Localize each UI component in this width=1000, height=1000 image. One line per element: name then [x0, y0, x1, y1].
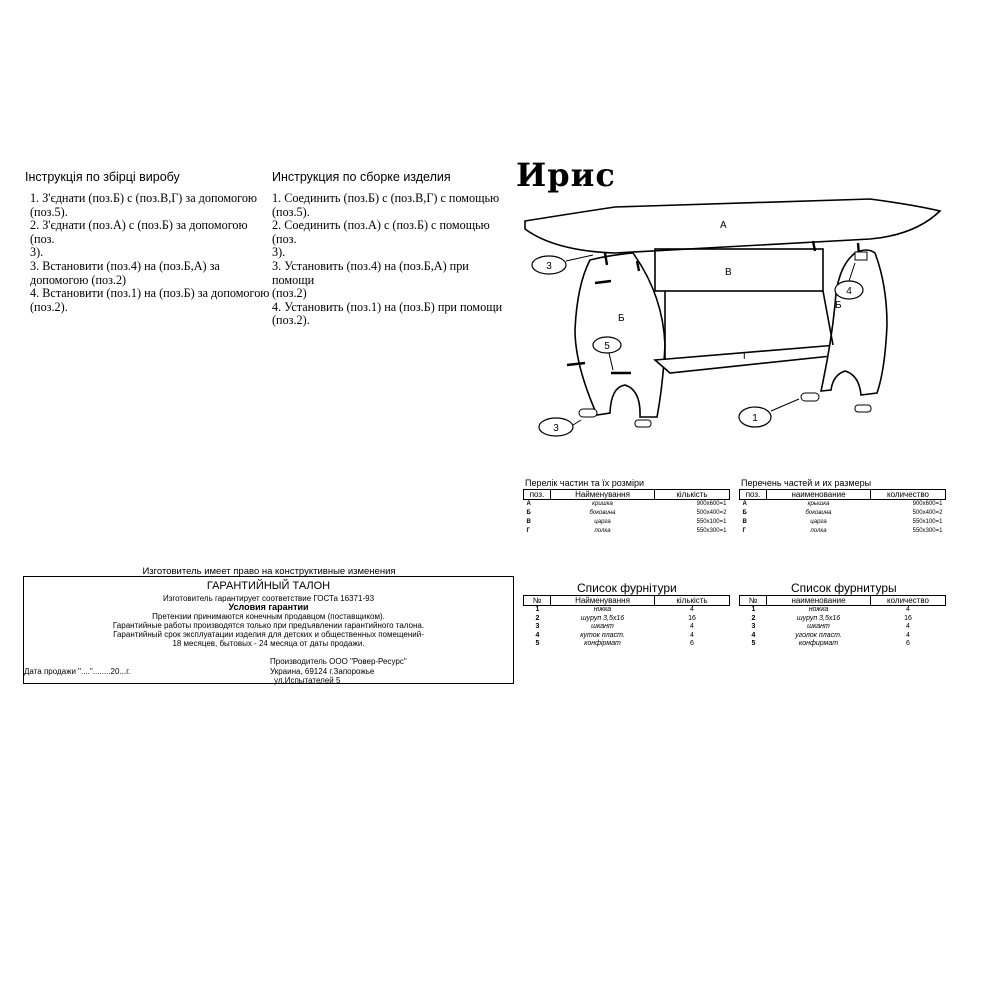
- address-line-2: ул.Испытателей 5: [274, 676, 341, 685]
- cell-pos: Г: [526, 528, 530, 534]
- cell-qty: 4: [690, 631, 694, 639]
- instruction-line: 1. Соединить (поз.Б) с (поз.В,Г) с помощью: [272, 191, 500, 205]
- part-b-left-side: [575, 253, 665, 417]
- instruction-line: (поз.2).: [272, 313, 310, 328]
- manufacturer-notice: Изготовитель имеет право на конструктивные изменения: [142, 566, 396, 577]
- col-pos: поз.: [524, 490, 551, 500]
- cell-pos: А: [742, 501, 747, 507]
- assembly-diagram: [515, 195, 945, 445]
- instruction-line: 3. Установить (поз.4) на (поз.Б,А) при помощи: [272, 258, 469, 287]
- cell-name: уголок пласт.: [795, 631, 842, 639]
- cell-name: ножка: [808, 606, 829, 613]
- table-row: [524, 518, 730, 527]
- label-b-left: Б: [618, 313, 625, 324]
- cell-name: конфирмат: [798, 640, 839, 647]
- conditions-title: Условия гарантии: [228, 602, 309, 612]
- col-name: Найменування: [551, 490, 655, 500]
- instruction-line: 1. З'єднати (поз.Б) с (поз.В,Г) за допомогою: [30, 191, 258, 205]
- callout-3-top: 3: [546, 261, 552, 272]
- cell-qty: 16: [688, 614, 696, 622]
- address-line-1: Украина, 69124 г.Запорожье: [270, 667, 375, 676]
- label-v: В: [725, 267, 732, 278]
- cell-name: шуруп 3,5х16: [796, 614, 841, 622]
- table-row: [524, 632, 730, 641]
- col-name: наименование: [767, 490, 871, 500]
- cell-name: конфірмат: [584, 640, 621, 647]
- cell-pos: 2: [535, 614, 540, 622]
- instruction-line: 3).: [30, 245, 44, 260]
- condition-line: Гарантийный срок эксплуатации изделия для детских и общественных помещений-: [113, 630, 424, 639]
- cell-name: шкант: [807, 623, 830, 630]
- cell-pos: 3: [535, 623, 540, 630]
- table-row: [524, 606, 730, 615]
- cell-pos: 3: [751, 623, 756, 630]
- uk-instructions-list: [30, 192, 270, 314]
- cell-qty: 550х100=1: [696, 519, 727, 525]
- cell-name: царга: [594, 519, 611, 525]
- cell-qty: 900х600=1: [696, 501, 727, 507]
- table-row: [524, 615, 730, 624]
- callout-3-bottom: 3: [553, 423, 559, 434]
- table-row: [740, 606, 946, 615]
- cell-pos: 1: [535, 606, 540, 613]
- cell-pos: 5: [751, 640, 756, 647]
- col-qty: количество: [871, 490, 946, 500]
- instruction-line: 4. Встановити (поз.1) на (поз.Б) за допомогою: [30, 286, 270, 301]
- condition-line: Гарантийные работы производятся только при предъявлении гарантийного талона.: [112, 621, 425, 630]
- ru-instructions-list: [272, 192, 512, 328]
- callout-4: 4: [846, 286, 852, 297]
- parts-uk-caption: Перелік частин та їх розміри: [525, 478, 644, 488]
- table-row: [524, 500, 730, 510]
- table-row: [740, 509, 946, 518]
- label-b-right: Б: [835, 300, 842, 311]
- condition-line: Претензии принимаются конечным продавцом (поставщиком).: [152, 612, 385, 621]
- cell-name: полка: [810, 528, 827, 534]
- instruction-line: 2. Соединить (поз.А) с (поз.Б) с помощью (поз.: [272, 218, 490, 246]
- cell-name: кришка: [592, 501, 613, 507]
- cell-qty: 4: [690, 606, 694, 613]
- col-pos: поз.: [740, 490, 767, 500]
- cell-pos: 4: [535, 631, 540, 639]
- parts-ru-caption: Перечень частей и их размеры: [741, 478, 872, 488]
- instruction-line: (поз.2): [272, 286, 307, 301]
- cell-name: ніжка: [593, 606, 612, 613]
- cell-qty: 550х300=1: [696, 528, 727, 534]
- cell-qty: 4: [906, 623, 910, 630]
- cell-name: царга: [810, 519, 827, 525]
- table-row: [740, 527, 946, 536]
- cell-pos: 2: [751, 614, 756, 622]
- hw-ru-caption: Список фурнитуры: [791, 581, 897, 595]
- instruction-line: (поз.2).: [30, 299, 68, 314]
- guarantee-title: ГАРАНТИЙНЫЙ ТАЛОН: [206, 580, 331, 592]
- table-row: [740, 623, 946, 632]
- cell-pos: Г: [742, 528, 746, 534]
- table-row: [740, 518, 946, 527]
- instruction-line: (поз.5).: [30, 204, 68, 219]
- cell-qty: 4: [906, 631, 910, 639]
- part-b-right-side: [821, 250, 887, 395]
- cell-qty: 550х100=1: [912, 519, 943, 525]
- instruction-line: 3. Встановити (поз.4) на (поз.Б,А) за: [30, 258, 220, 273]
- cell-name: шкант: [591, 623, 614, 630]
- col-name: наименование: [767, 596, 871, 606]
- cell-name: боковина: [805, 510, 832, 516]
- uk-instructions-heading: Інструкція по збірці виробу: [25, 170, 180, 184]
- cell-qty: 6: [906, 640, 910, 647]
- cell-pos: 4: [751, 631, 756, 639]
- table-row: [524, 640, 730, 649]
- parts-ru-table: [739, 489, 946, 536]
- cell-pos: В: [742, 519, 747, 525]
- cell-qty: 4: [690, 623, 694, 630]
- label-g: Г: [743, 351, 749, 362]
- table-row: [524, 527, 730, 536]
- cell-qty: 16: [904, 614, 912, 622]
- conditions-lines: [24, 612, 513, 648]
- cell-qty: 4: [906, 606, 910, 613]
- instruction-line: (поз.5).: [272, 204, 310, 219]
- cell-pos: 5: [535, 640, 540, 647]
- gost-line: Изготовитель гарантирует соответствие ГОСТа 16371-93: [162, 594, 375, 603]
- cell-qty: 900х600=1: [912, 501, 943, 507]
- cell-qty: 6: [690, 640, 694, 647]
- cell-name: крышка: [807, 501, 830, 507]
- part-a-tabletop: [525, 199, 940, 253]
- producer: Производитель ООО "Ровер-Ресурс": [270, 657, 407, 666]
- cell-qty: 550х300=1: [912, 528, 943, 534]
- cell-name: шуруп 3,5х16: [580, 614, 625, 622]
- table-row: [524, 509, 730, 518]
- table-row: [740, 615, 946, 624]
- label-a: А: [720, 220, 727, 231]
- instruction-line: допомогою (поз.2): [30, 272, 127, 287]
- cell-name: боковина: [589, 510, 616, 516]
- cell-pos: 1: [751, 606, 756, 613]
- condition-line: 18 месяцев, бытовых - 24 месяца от даты продажи.: [172, 639, 365, 648]
- ru-instructions-heading: Инструкция по сборке изделия: [272, 170, 451, 184]
- cell-name: куток пласт.: [580, 631, 625, 639]
- instruction-line: 3).: [272, 245, 286, 260]
- hw-ru-table: [739, 595, 946, 649]
- col-qty: кількість: [655, 596, 730, 606]
- col-name: Найменування: [551, 596, 655, 606]
- table-row: [740, 640, 946, 649]
- hw-uk-caption: Список фурнітури: [577, 581, 677, 595]
- cell-pos: В: [526, 519, 531, 525]
- cell-qty: 500х400=2: [912, 510, 943, 516]
- col-num: №: [740, 596, 767, 606]
- col-qty: кількість: [655, 490, 730, 500]
- cell-pos: Б: [742, 510, 747, 516]
- product-title: Ирис: [516, 156, 616, 194]
- sale-date: Дата продажи "...."........20...г.: [24, 667, 131, 676]
- cell-pos: Б: [526, 510, 531, 516]
- table-row: [740, 500, 946, 510]
- col-num: №: [524, 596, 551, 606]
- cell-qty: 500х400=2: [696, 510, 727, 516]
- table-row: [524, 623, 730, 632]
- instruction-line: 4. Установить (поз.1) на (поз.Б) при помощи: [272, 299, 503, 314]
- callout-1: 1: [752, 413, 758, 424]
- callout-5: 5: [604, 341, 610, 352]
- cell-name: полка: [594, 528, 611, 534]
- instruction-line: 2. З'єднати (поз.А) с (поз.Б) за допомогою (поз.: [30, 218, 248, 246]
- parts-uk-table: [523, 489, 730, 536]
- part-v-rail: [655, 249, 823, 291]
- guarantee-card: [23, 576, 514, 684]
- hw-uk-table: [523, 595, 730, 649]
- table-row: [740, 632, 946, 641]
- cell-pos: А: [526, 501, 531, 507]
- col-qty: количество: [871, 596, 946, 606]
